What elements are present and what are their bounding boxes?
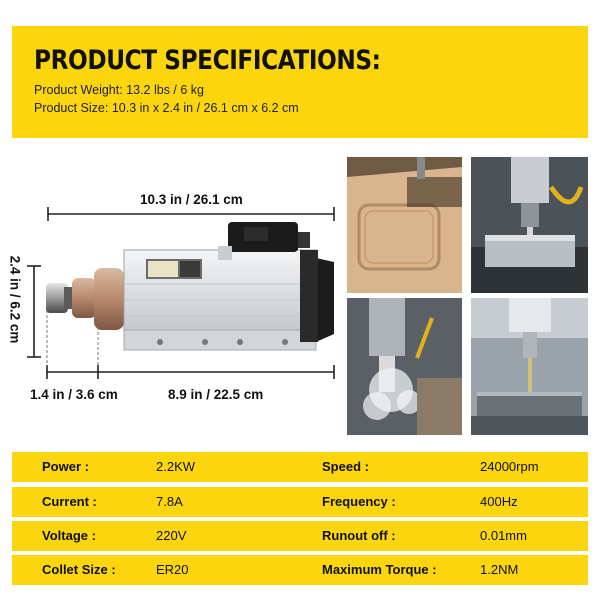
frequency-label: Frequency :	[322, 494, 396, 509]
spec-row	[12, 521, 588, 551]
runout-label: Runout off :	[322, 528, 396, 543]
speed-value: 24000rpm	[480, 459, 539, 474]
spec-row	[12, 555, 588, 585]
product-weight: Product Weight: 13.2 lbs / 6 kg	[34, 83, 205, 97]
fan-housing	[300, 250, 334, 342]
overall-length-label: 10.3 in / 26.1 cm	[140, 192, 243, 207]
carved-wood-panel-photo	[347, 157, 462, 293]
current-value: 7.8A	[156, 494, 183, 509]
collet-length-label: 1.4 in / 3.6 cm	[30, 387, 118, 402]
spec-row	[12, 487, 588, 517]
runout-value: 0.01mm	[480, 528, 527, 543]
spec-row	[12, 452, 588, 482]
frequency-value: 400Hz	[480, 494, 518, 509]
voltage-label: Voltage :	[42, 528, 96, 543]
current-label: Current :	[42, 494, 97, 509]
height-dimension-line	[27, 266, 41, 357]
height-label: 2.4 in / 6.2 cm	[7, 255, 23, 344]
collet-size-label: Collet Size :	[42, 562, 116, 577]
power-value: 2.2KW	[156, 459, 196, 474]
overall-length-dimension-line	[48, 207, 334, 221]
spindle-body	[124, 250, 316, 350]
product-size: Product Size: 10.3 in x 2.4 in / 26.1 cm x 6.2 cm	[34, 101, 299, 115]
cnc-milling-metal-block-photo	[471, 157, 588, 293]
collet-length-dimension-line	[47, 365, 98, 379]
body-length-dimension-line	[98, 365, 334, 379]
body-length-label: 8.9 in / 22.5 cm	[168, 387, 264, 402]
power-label: Power :	[42, 459, 89, 474]
max-torque-value: 1.2NM	[480, 562, 519, 577]
page-title: PRODUCT SPECIFICATIONS:	[34, 45, 381, 76]
collet-size-value: ER20	[156, 562, 189, 577]
max-torque-label: Maximum Torque :	[322, 562, 437, 577]
drill-bit-machining-photo	[471, 298, 588, 435]
voltage-value: 220V	[156, 528, 187, 543]
spindle-collet	[46, 268, 124, 330]
speed-label: Speed :	[322, 459, 369, 474]
coolant-spray-milling-photo	[347, 298, 462, 435]
